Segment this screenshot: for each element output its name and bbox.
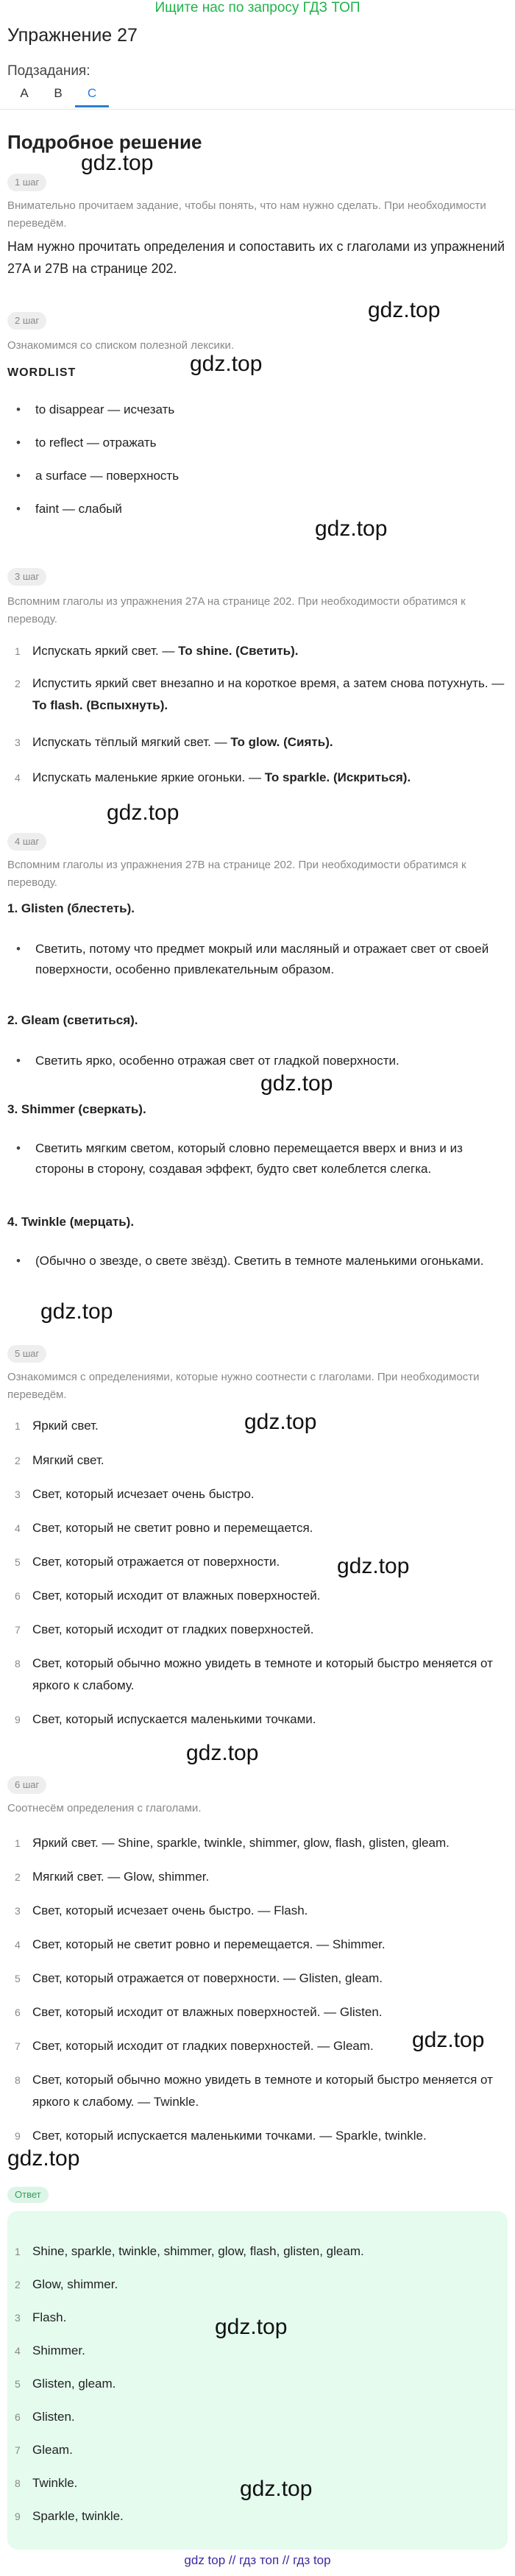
step-badge: 1 шаг bbox=[7, 174, 46, 191]
list-item: • Светить ярко, особенно отражая свет от гладкой поверхности. bbox=[16, 1051, 502, 1071]
watermark: gdz.top bbox=[337, 1554, 410, 1578]
step-instruction: Внимательно прочитаем задание, чтобы понять, что нам нужно сделать. При необходимости переведём. bbox=[7, 199, 486, 230]
list-item: 9 Свет, который испускается маленькими точками. bbox=[15, 1712, 316, 1726]
wordlist-heading: WORDLIST bbox=[7, 366, 77, 379]
verb-heading: 4. Twinkle (мерцать). bbox=[7, 1215, 135, 1229]
watermark: gdz.top bbox=[40, 1299, 113, 1324]
watermark: gdz.top bbox=[315, 517, 388, 541]
answer-item: 9 Sparkle, twinkle. bbox=[15, 2509, 124, 2523]
step-badge: 4 шаг bbox=[7, 833, 46, 851]
exercise-title: Упражнение 27 bbox=[7, 25, 138, 46]
list-item: • a surface — поверхность bbox=[16, 466, 502, 486]
watermark: gdz.top bbox=[215, 2315, 288, 2339]
list-item: 5 Свет, который отражается от поверхности. bbox=[15, 1555, 280, 1569]
step-badge: 3 шаг bbox=[7, 568, 46, 586]
list-item: 4 Свет, который не светит ровно и перемещается. — Shimmer. bbox=[15, 1937, 386, 1951]
watermark: gdz.top bbox=[107, 801, 180, 825]
answer-item: 4 Shimmer. bbox=[15, 2343, 85, 2357]
tabs-divider bbox=[0, 109, 515, 110]
watermark: gdz.top bbox=[7, 2146, 80, 2171]
tab-b[interactable]: B bbox=[54, 86, 63, 100]
list-item: 7 Свет, который исходит от гладких поверхностей. — Gleam. bbox=[15, 2039, 374, 2053]
watermark: gdz.top bbox=[260, 1071, 333, 1096]
verb-heading: 1. Glisten (блестеть). bbox=[7, 901, 135, 915]
watermark: gdz.top bbox=[244, 1410, 317, 1434]
list-item: 6 Свет, который исходит от влажных поверхностей. — Glisten. bbox=[15, 2005, 383, 2019]
step-badge: 6 шаг bbox=[7, 1776, 46, 1794]
answer-item: 5 Glisten, gleam. bbox=[15, 2377, 116, 2391]
list-item: • Светить, потому что предмет мокрый или масляный и отражает свет от своей поверхности, особенно привлекательным образом. bbox=[16, 939, 502, 980]
verb-heading: 3. Shimmer (сверкать). bbox=[7, 1102, 146, 1116]
list-item: 5 Свет, который отражается от поверхности. — Glisten, gleam. bbox=[15, 1971, 383, 1985]
list-item: 8 Свет, который обычно можно увидеть в темноте и который быстро меняется от яркого к слабому. bbox=[15, 1656, 493, 1692]
watermark: gdz.top bbox=[412, 2028, 485, 2052]
list-item: 1 Яркий свет. — Shine, sparkle, twinkle, shimmer, glow, flash, glisten, gleam. bbox=[15, 1836, 450, 1850]
step-instruction: Ознакомимся со списком полезной лексики. bbox=[7, 339, 235, 352]
subtasks-label: Подзадания: bbox=[7, 63, 90, 79]
step-badge: 2 шаг bbox=[7, 312, 46, 330]
answer-item: 7 Gleam. bbox=[15, 2443, 73, 2457]
watermark: gdz.top bbox=[186, 1741, 259, 1765]
bottom-site-link[interactable]: gdz top // гдз топ // гдз top bbox=[184, 2553, 331, 2567]
list-item: • to disappear — исчезать bbox=[16, 400, 502, 420]
verb-heading: 2. Gleam (светиться). bbox=[7, 1013, 138, 1027]
step-instruction: Вспомним глаголы из упражнения 27A на странице 202. При необходимости обратимся к переводу. bbox=[7, 595, 466, 625]
watermark: gdz.top bbox=[240, 2477, 313, 2501]
list-item: 2 Испустить яркий свет внезапно и на короткое время, а затем снова потухнуть. — To flash. (Вспыхнуть). bbox=[15, 676, 505, 712]
list-item: • Светить мягким светом, который словно перемещается вверх и вниз и из стороны в сторону, создавая эффект, будто свет колеблется слегка. bbox=[16, 1138, 502, 1179]
step-instruction: Вспомним глаголы из упражнения 27B на странице 202. При необходимости обратимся к переводу. bbox=[7, 859, 466, 889]
list-item: 3 Свет, который исчезает очень быстро. bbox=[15, 1487, 255, 1501]
step-instruction: Ознакомимся с определениями, которые нужно соотнести с глаголами. При необходимости переведём. bbox=[7, 1371, 480, 1401]
answer-item: 6 Glisten. bbox=[15, 2410, 75, 2424]
watermark: gdz.top bbox=[368, 298, 441, 322]
list-item: 9 Свет, который испускается маленькими точками. — Sparkle, twinkle. bbox=[15, 2129, 427, 2143]
answer-item: 2 Glow, shimmer. bbox=[15, 2277, 118, 2291]
list-item: • faint — слабый bbox=[16, 499, 502, 519]
answer-badge: Ответ bbox=[7, 2187, 49, 2203]
step-badge: 5 шаг bbox=[7, 1345, 46, 1363]
top-search-hint-link[interactable]: Ищите нас по запросу ГДЗ ТОП bbox=[154, 0, 360, 15]
answer-item: 3 Flash. bbox=[15, 2310, 67, 2324]
subtask-tabs bbox=[7, 85, 110, 107]
list-item: 8 Свет, который обычно можно увидеть в темноте и который быстро меняется от яркого к слабому. — Twinkle. bbox=[15, 2073, 493, 2109]
list-item: • (Обычно о звезде, о свете звёзд). Светить в темноте маленькими огоньками. bbox=[16, 1251, 502, 1271]
list-item: 6 Свет, который исходит от влажных поверхностей. bbox=[15, 1589, 321, 1603]
solution-title: Подробное решение bbox=[7, 131, 202, 153]
step-text: Нам нужно прочитать определения и сопоставить их с глаголами из упражнений 27A и 27B на странице 202. bbox=[7, 239, 505, 276]
list-item: 1 Испускать яркий свет. — To shine. (Светить). bbox=[15, 644, 299, 658]
answer-item: 1 Shine, sparkle, twinkle, shimmer, glow, flash, glisten, gleam. bbox=[15, 2244, 364, 2258]
answer-item: 8 Twinkle. bbox=[15, 2476, 78, 2490]
watermark: gdz.top bbox=[81, 151, 154, 175]
list-item: 2 Мягкий свет. bbox=[15, 1453, 104, 1467]
tab-a[interactable]: A bbox=[20, 86, 29, 100]
list-item: 2 Мягкий свет. — Glow, shimmer. bbox=[15, 1870, 210, 1884]
list-item: 7 Свет, который исходит от гладких поверхностей. bbox=[15, 1622, 314, 1636]
list-item: 3 Испускать тёплый мягкий свет. — To glow. (Сиять). bbox=[15, 735, 333, 749]
list-item: 1 Яркий свет. bbox=[15, 1419, 99, 1433]
tab-c[interactable]: C bbox=[75, 85, 109, 107]
list-item: 4 Свет, который не светит ровно и перемещается. bbox=[15, 1521, 313, 1535]
step-instruction: Соотнесём определения с глаголами. bbox=[7, 1802, 202, 1814]
list-item: 3 Свет, который исчезает очень быстро. — Flash. bbox=[15, 1903, 308, 1917]
watermark: gdz.top bbox=[190, 352, 263, 376]
list-item: • to reflect — отражать bbox=[16, 433, 502, 453]
list-item: 4 Испускать маленькие яркие огоньки. — To sparkle. (Искриться). bbox=[15, 770, 411, 784]
